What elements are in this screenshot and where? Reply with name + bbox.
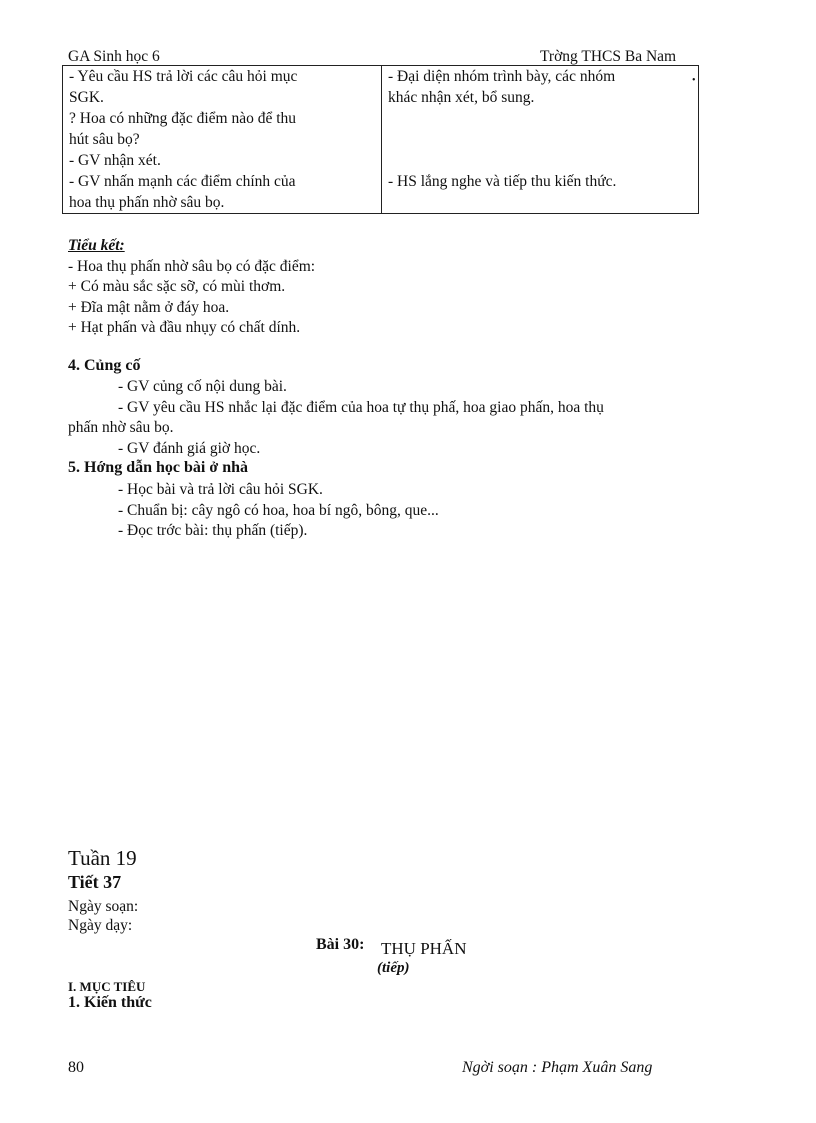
- summary-line: + Đĩa mật nằm ở đáy hoa.: [68, 298, 230, 316]
- week-label: Tuần 19: [68, 846, 137, 870]
- section-5-body: [68, 480, 732, 542]
- teacher-line: hút sâu bọ?: [69, 131, 140, 148]
- page-number: 80: [68, 1059, 84, 1076]
- section-5-title: 5. Hớng dẫn học bài ở nhà: [68, 459, 248, 476]
- teacher-line: - Yêu cầu HS trả lời các câu hỏi mục: [69, 68, 298, 85]
- header-doc-title: GA Sinh học 6: [68, 48, 160, 65]
- teach-date: Ngày dạy:: [68, 917, 133, 934]
- teacher-line: - GV nhận xét.: [69, 152, 161, 169]
- period-label: Tiết 37: [68, 872, 122, 892]
- teacher-line: ? Hoa có những đặc điểm nào để thu: [69, 110, 297, 127]
- section-4-line: - GV củng cố nội dung bài.: [118, 378, 287, 395]
- objectives-heading: I. MỤC TIÊU: [68, 979, 146, 994]
- student-line: - HS lắng nghe và tiếp thu kiến thức.: [388, 173, 617, 190]
- student-line: khác nhận xét, bổ sung.: [388, 89, 535, 106]
- bullet-icon: •: [691, 74, 696, 86]
- prep-date: Ngày soạn:: [68, 898, 139, 915]
- lesson-title: THỤ PHẤN: [381, 939, 467, 958]
- teacher-line: hoa thụ phấn nhờ sâu bọ.: [69, 194, 225, 211]
- section-4-line: phấn nhờ sâu bọ.: [68, 419, 174, 436]
- section-4-body: [68, 377, 732, 459]
- teacher-line: - GV nhấn mạnh các điểm chính của: [69, 173, 296, 190]
- section-5-line: - Chuẩn bị: cây ngô có hoa, hoa bí ngô, bông, que...: [118, 501, 439, 519]
- lesson-number: Bài 30:: [316, 936, 365, 953]
- section-4-line: - GV yêu cầu HS nhắc lại đặc điểm của hoa tự thụ phấ, hoa giao phấn, hoa thụ: [118, 398, 604, 416]
- summary-title: Tiểu kết:: [68, 237, 125, 254]
- student-line: - Đại diện nhóm trình bày, các nhóm: [388, 68, 616, 85]
- activity-table: [62, 65, 699, 214]
- section-5-line: - Đọc trớc bài: thụ phấn (tiếp).: [118, 522, 308, 539]
- teacher-line: SGK.: [69, 89, 104, 106]
- summary-block: [68, 236, 315, 339]
- section-4-title: 4. Củng cố: [68, 357, 141, 374]
- knowledge-heading: 1. Kiến thức: [68, 994, 152, 1011]
- summary-line: - Hoa thụ phấn nhờ sâu bọ có đặc điểm:: [68, 257, 316, 275]
- section-4-line: - GV đánh giá giờ học.: [118, 439, 261, 457]
- lesson-subtitle: (tiếp): [377, 960, 410, 976]
- summary-line: + Hạt phấn và đầu nhụy có chất dính.: [68, 319, 301, 336]
- summary-line: + Có màu sắc sặc sỡ, có mùi thơm.: [68, 278, 286, 295]
- footer-author: Ngời soạn : Phạm Xuân Sang: [462, 1059, 653, 1076]
- student-activity-cell: [382, 66, 699, 214]
- header-school: Trờng THCS Ba Nam: [540, 48, 677, 65]
- section-5-line: - Học bài và trả lời câu hỏi SGK.: [118, 481, 323, 498]
- table-row: [63, 66, 699, 214]
